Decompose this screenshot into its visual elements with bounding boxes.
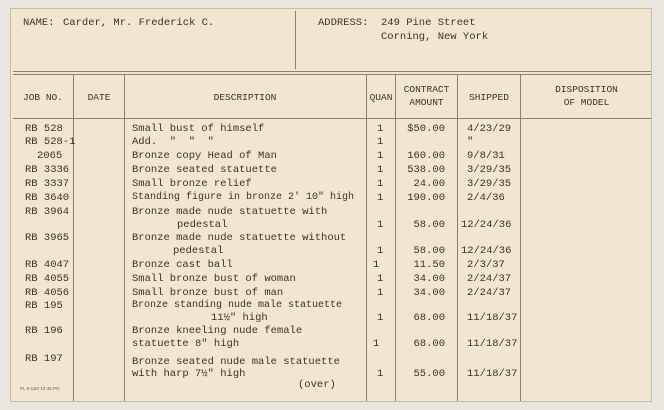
- column-divider: [457, 74, 458, 402]
- row-job-no: RB 3336: [25, 164, 70, 176]
- row-description: Bronze cast ball: [132, 259, 233, 271]
- row-shipped: 12/24/36: [461, 245, 512, 257]
- row-quantity: 1: [377, 245, 384, 257]
- row-quantity: 1: [377, 287, 384, 299]
- row-quantity: 1: [377, 164, 384, 176]
- row-job-no: RB 528-1: [25, 136, 76, 148]
- row-shipped: 2/3/37: [467, 259, 505, 271]
- row-amount: 11.50: [413, 259, 445, 271]
- row-description-cont: statuette 8" high: [132, 338, 240, 350]
- row-amount: 24.00: [413, 178, 445, 190]
- row-description: Small bronze relief: [132, 178, 252, 190]
- row-amount: 34.00: [413, 287, 445, 299]
- table-top-rule-2: [13, 74, 651, 75]
- row-job-no: RB 195: [25, 300, 63, 312]
- header-divider: [295, 11, 296, 69]
- row-description: Add. " " ": [132, 136, 214, 148]
- row-description: Small bronze bust of woman: [132, 273, 296, 285]
- row-amount: $50.00: [407, 123, 445, 135]
- row-shipped: 9/8/31: [467, 150, 505, 162]
- row-amount: 34.00: [413, 273, 445, 285]
- row-job-no: RB 3965: [25, 232, 70, 244]
- row-quantity: 1: [377, 273, 384, 285]
- row-quantity: 1: [373, 338, 380, 350]
- row-shipped: 11/18/37: [467, 338, 518, 350]
- row-amount: 68.00: [413, 312, 445, 324]
- row-description: Bronze seated statuette: [132, 164, 277, 176]
- column-header-rule: [13, 118, 651, 119]
- form-code: PL 8-11M 12-45 PG: [20, 386, 60, 391]
- row-shipped: 12/24/36: [461, 219, 512, 231]
- column-divider: [73, 74, 74, 402]
- row-amount: 55.00: [413, 368, 445, 380]
- row-amount: 190.00: [407, 192, 445, 204]
- row-quantity: 1: [377, 178, 384, 190]
- row-job-no: RB 3964: [25, 206, 70, 218]
- column-divider: [366, 74, 367, 402]
- row-description: Bronze kneeling nude female: [132, 325, 303, 337]
- row-job-no: 2065: [37, 150, 63, 162]
- row-shipped: 2/24/37: [467, 287, 512, 299]
- row-shipped: 2/24/37: [467, 273, 512, 285]
- row-description: Small bust of himself: [132, 123, 265, 135]
- row-description: Bronze made nude statuette with: [132, 206, 328, 218]
- row-job-no: RB 4047: [25, 259, 70, 271]
- row-job-no: RB 196: [25, 325, 63, 337]
- row-job-no: RB 4056: [25, 287, 70, 299]
- row-job-no: RB 3640: [25, 192, 70, 204]
- name-label: NAME:: [23, 17, 55, 29]
- address-line-1: 249 Pine Street: [381, 17, 476, 29]
- row-description: Standing figure in bronze 2' 10" high: [132, 192, 355, 203]
- row-description-cont: pedestal: [173, 245, 224, 257]
- row-amount: 160.00: [407, 150, 445, 162]
- row-amount: 58.00: [413, 219, 445, 231]
- name-value: Carder, Mr. Frederick C.: [63, 17, 215, 29]
- col-header-amount: AMOUNT: [409, 97, 444, 108]
- row-description-cont: 11½" high: [211, 312, 268, 324]
- row-description: Bronze copy Head of Man: [132, 150, 277, 162]
- column-divider: [124, 74, 125, 402]
- col-header-description: DESCRIPTION: [213, 92, 277, 103]
- col-header-job-no: JOB NO.: [23, 92, 63, 103]
- row-quantity: 1: [373, 259, 380, 271]
- row-quantity: 1: [377, 136, 384, 148]
- row-quantity: 1: [377, 123, 384, 135]
- row-quantity: 1: [377, 150, 384, 162]
- row-shipped: 11/18/37: [467, 368, 518, 380]
- row-job-no: RB 4055: [25, 273, 70, 285]
- row-shipped: 3/29/35: [467, 178, 512, 190]
- row-shipped: 2/4/36: [467, 192, 505, 204]
- row-shipped: 11/18/37: [467, 312, 518, 324]
- row-quantity: 1: [377, 312, 384, 324]
- row-description: Bronze seated nude male statuette: [132, 356, 340, 368]
- row-amount: 538.00: [407, 164, 445, 176]
- column-divider: [395, 74, 396, 402]
- row-amount: 68.00: [413, 338, 445, 350]
- col-header-of-model: OF MODEL: [563, 97, 610, 108]
- row-shipped: ": [467, 136, 474, 148]
- row-quantity: 1: [377, 219, 384, 231]
- column-divider: [520, 74, 521, 402]
- row-shipped: 3/29/35: [467, 164, 512, 176]
- col-header-disposition: DISPOSITION: [555, 84, 618, 95]
- address-label: ADDRESS:: [318, 17, 369, 29]
- row-shipped: 4/23/29: [467, 123, 512, 135]
- row-description-cont: with harp 7½" high: [132, 368, 246, 380]
- row-description: Small bronze bust of man: [132, 287, 284, 299]
- table-top-rule: [13, 71, 651, 72]
- row-quantity: 1: [377, 368, 384, 380]
- row-description: Bronze standing nude male statuette: [132, 300, 343, 311]
- row-amount: 58.00: [413, 245, 445, 257]
- row-description-cont: pedestal: [177, 219, 228, 231]
- record-card: [10, 8, 652, 402]
- row-job-no: RB 528: [25, 123, 63, 135]
- over-note: (over): [298, 379, 336, 391]
- row-job-no: RB 3337: [25, 178, 70, 190]
- col-header-quan: QUAN: [369, 92, 393, 103]
- address-line-2: Corning, New York: [381, 31, 489, 43]
- row-job-no: RB 197: [25, 353, 63, 365]
- row-quantity: 1: [377, 192, 384, 204]
- col-header-date: DATE: [87, 92, 111, 103]
- col-header-shipped: SHIPPED: [469, 92, 509, 103]
- row-description: Bronze made nude statuette without: [132, 232, 347, 244]
- col-header-contract: CONTRACT: [403, 84, 450, 95]
